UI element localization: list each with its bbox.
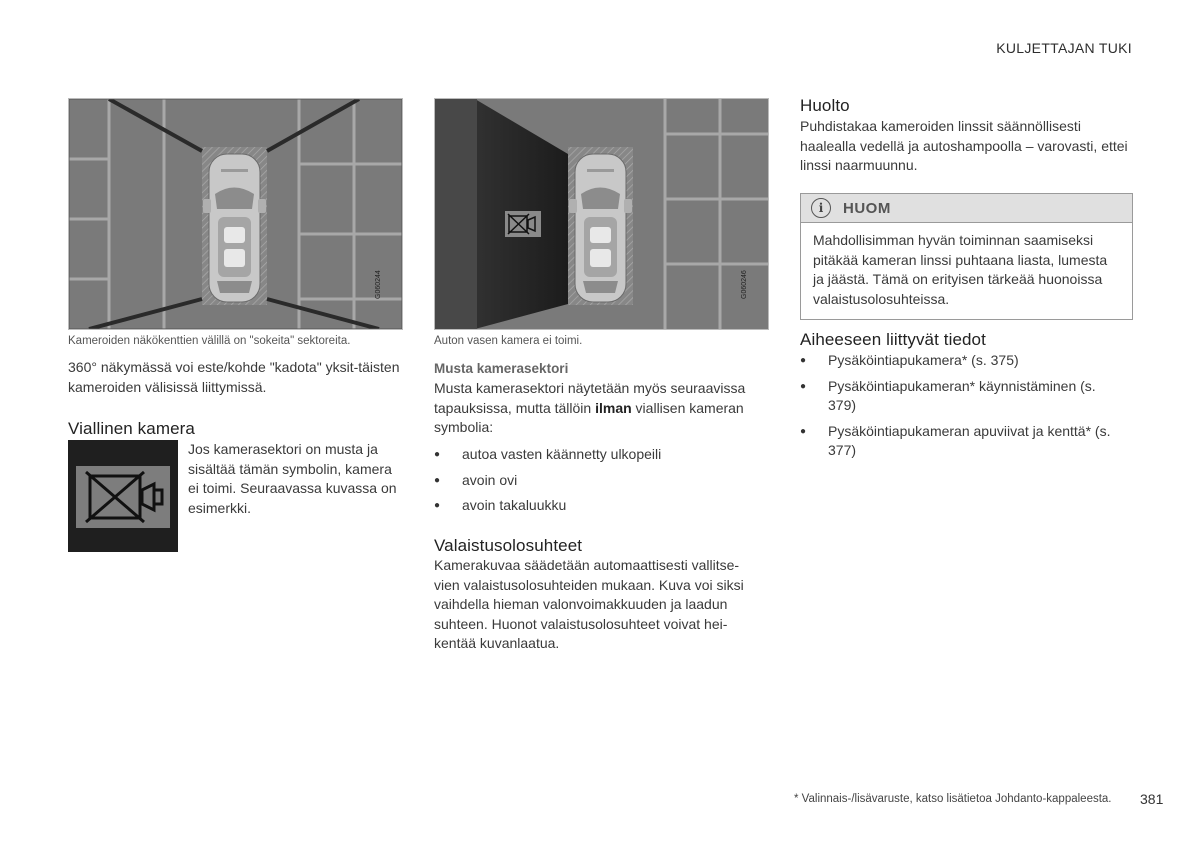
camera-fault-symbol	[68, 440, 178, 552]
intro-paragraph: 360° näkymässä voi este/kohde "kadota" yksit-täisten kameroiden välisissä liittymissä.	[68, 359, 400, 395]
list-item: ● avoin takaluukku	[434, 496, 764, 516]
lighting-text: Kamerakuvaa säädetään automaattisesti vallitse-vien valaistusolosuhteiden mukaan. Kuva voi siksi vaihdella hieman valonvoimakkuuden ja laadun suhteen. Huonot valaistusolosuhteet voivat hei-kentää kuvanlaatua.	[434, 557, 744, 651]
related-heading: Aiheeseen liittyvät tiedot	[800, 330, 986, 349]
page-number: 381	[1140, 791, 1164, 807]
figure-code: G060244	[375, 270, 382, 299]
black-sector-list	[434, 445, 764, 522]
related-link[interactable]: ● Pysäköintiapukameran* käynnistäminen (s. 379)	[800, 377, 1120, 416]
figure-left-camera-fault	[434, 98, 769, 330]
footnote: * Valinnais-/lisävaruste, katso lisätietoa Johdanto-kappaleesta.	[794, 793, 1112, 805]
faulty-camera-heading: Viallinen kamera	[68, 419, 195, 438]
black-sector-heading: Musta kamerasektori	[434, 361, 569, 376]
note-header	[801, 194, 1132, 223]
figure-360-view	[68, 98, 403, 330]
faulty-camera-text: Jos kamerasektori on musta ja sisältää tämän symbolin, kamera ei toimi. Seuraavassa kuvassa on esimerkki.	[188, 441, 397, 516]
info-icon: i	[811, 198, 831, 218]
figure-code: G060246	[741, 270, 748, 299]
black-sector-text: Musta kamerasektori näytetään myös seuraavissa tapauksissa, mutta tällöin ilman viallisen kameran symbolia:	[434, 380, 746, 435]
related-link[interactable]: ● Pysäköintiapukameran apuviivat ja kenttä* (s. 377)	[800, 422, 1120, 461]
section-title: KULJETTAJAN TUKI	[996, 40, 1132, 56]
service-heading: Huolto	[800, 96, 850, 115]
figure-caption: Auton vasen kamera ei toimi.	[434, 335, 583, 347]
lighting-heading: Valaistusolosuhteet	[434, 536, 583, 555]
list-item: ● avoin ovi	[434, 471, 764, 491]
note-text: Mahdollisimman hyvän toiminnan saamiseksi pitäkää kameran linssi puhtaana liasta, lumesta ja jäästä. Tämä on erityisen tärkeää huonoissa valaistusolosuhteissa.	[813, 232, 1108, 307]
related-list	[800, 351, 1120, 467]
note-title: HUOM	[843, 199, 891, 217]
camera-crossed-icon	[76, 466, 170, 528]
list-item: ● autoa vasten käännetty ulkopeili	[434, 445, 764, 465]
camera-crossed-icon	[505, 211, 541, 237]
related-link[interactable]: ● Pysäköintiapukamera* (s. 375)	[800, 351, 1120, 371]
figure-caption: Kameroiden näkökenttien välillä on "sokeita" sektoreita.	[68, 335, 351, 347]
note-box	[800, 193, 1133, 320]
service-text: Puhdistakaa kameroiden linssit säännöllisesti haalealla vedellä ja autoshampoolla – varovasti, ettei linssi naarmuunnu.	[800, 118, 1128, 173]
